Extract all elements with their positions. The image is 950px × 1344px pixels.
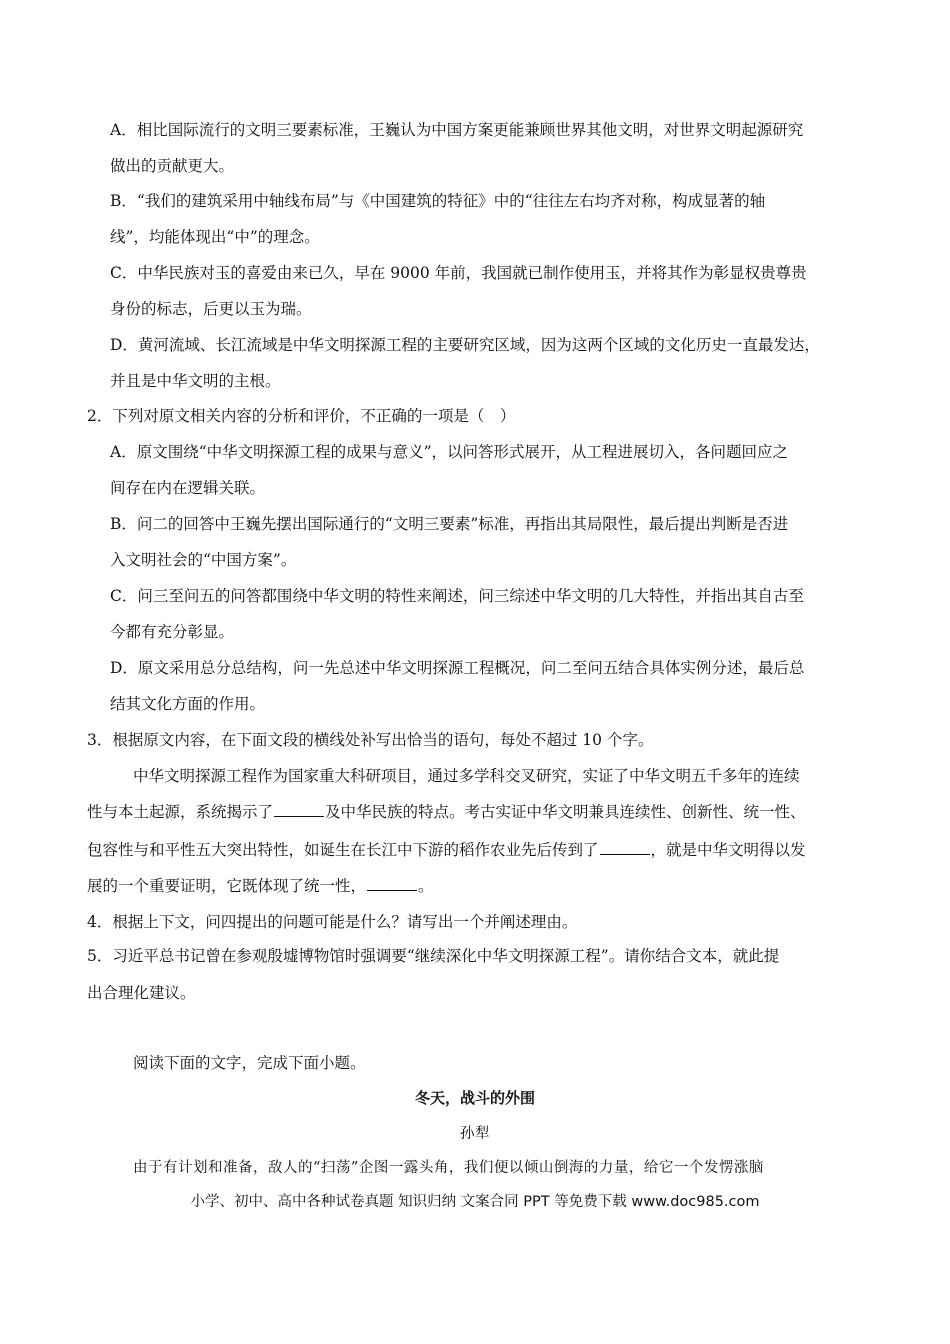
- q3-paragraph-line-3: [87, 840, 806, 860]
- story-author: 孙犁: [460, 1126, 490, 1142]
- q3-paragraph-line-2: [87, 802, 806, 822]
- q3-text: 展的一个重要证明，它既体现了统一性，: [87, 877, 367, 895]
- q3-paragraph-line-4: [87, 876, 434, 896]
- footer-download-note: 小学、初中、高中各种试卷真题 知识归纳 文案合同 PPT 等免费下载 www.doc985.com: [190, 1194, 760, 1210]
- q1-option-d-line-2: 并且是中华文明的主根。: [110, 372, 281, 390]
- reading-instruction: 阅读下面的文字，完成下面小题。: [133, 1054, 366, 1072]
- answer-blank-2[interactable]: [600, 840, 650, 855]
- q3-text: ，就是中华文明得以发: [650, 841, 806, 859]
- q3-text: 性与本土起源，系统揭示了: [87, 803, 274, 821]
- question-3-stem: 3．根据原文内容，在下面文段的横线处补写出恰当的语句，每处不超过 10 个字。: [87, 731, 654, 749]
- q1-option-d-line-1: D．黄河流域、长江流域是中华文明探源工程的主要研究区域，因为这两个区域的文化历史一直最发达，: [110, 336, 820, 354]
- q2-option-c-line-2: 今都有充分彰显。: [110, 623, 235, 641]
- q2-option-a-line-1: A．原文围绕“中华文明探源工程的成果与意义”，以问答形式展开，从工程进展切入，各问题回应之: [110, 443, 789, 461]
- q2-option-d-line-2: 结其文化方面的作用。: [110, 695, 266, 713]
- question-4-stem: 4．根据上下文，问四提出的问题可能是什么？请写出一个并阐述理由。: [87, 913, 578, 931]
- q3-text: 。: [418, 877, 434, 895]
- q2-option-b-line-2: 入文明社会的“中国方案”。: [110, 551, 297, 569]
- answer-blank-1[interactable]: [274, 802, 324, 817]
- q1-option-a-line-1: A．相比国际流行的文明三要素标准，王巍认为中国方案更能兼顾世界其他文明，对世界文明起源研究: [110, 121, 804, 139]
- q3-text: 及中华民族的特点。考古实证中华文明兼具连续性、创新性、统一性、: [325, 803, 806, 821]
- q2-option-b-line-1: B．问二的回答中王巍先摆出国际通行的“文明三要素”标准，再指出其局限性，最后提出判断是否进: [110, 515, 789, 533]
- q1-option-c-line-2: 身份的标志，后更以玉为瑞。: [110, 300, 312, 318]
- q1-option-b-line-2: 线”，均能体现出“中”的理念。: [110, 228, 320, 246]
- q3-paragraph-line-1: 中华文明探源工程作为国家重大科研项目，通过多学科交叉研究，实证了中华文明五千多年的连续: [133, 767, 800, 785]
- q1-option-b-line-1: B．“我们的建筑采用中轴线布局”与《中国建筑的特征》中的“往往左右均齐对称，构成显著的轴: [110, 192, 766, 210]
- story-title: 冬天，战斗的外围: [414, 1089, 535, 1107]
- story-paragraph-line-1: 由于有计划和准备，敌人的“扫荡”企图一露头角，我们便以倾山倒海的力量，给它一个发愣涨脑: [133, 1160, 764, 1176]
- answer-blank-3[interactable]: [367, 876, 417, 891]
- q2-option-d-line-1: D．原文采用总分总结构，问一先总述中华文明探源工程概况，问二至问五结合具体实例分述，最后总: [110, 659, 805, 677]
- question-2-stem: 2．下列对原文相关内容的分析和评价，不正确的一项是（ ）: [87, 407, 516, 425]
- q1-option-c-line-1: C．中华民族对玉的喜爱由来已久，早在 9000 年前，我国就已制作使用玉，并将其作为彰显权贵尊贵: [110, 264, 807, 282]
- q2-option-a-line-2: 间存在内在逻辑关联。: [110, 479, 266, 497]
- q1-option-a-line-2: 做出的贡献更大。: [110, 157, 235, 175]
- question-5-stem-line-2: 出合理化建议。: [87, 984, 196, 1002]
- q3-text: 包容性与和平性五大突出特性，如诞生在长江中下游的稻作农业先后传到了: [87, 841, 599, 859]
- q2-option-c-line-1: C．问三至问五的问答都围绕中华文明的特性来阐述，问三综述中华文明的几大特性，并指出其自古至: [110, 587, 804, 605]
- question-5-stem-line-1: 5．习近平总书记曾在参观殷墟博物馆时强调要“继续深化中华文明探源工程”。请你结合文本，就此提: [87, 947, 780, 965]
